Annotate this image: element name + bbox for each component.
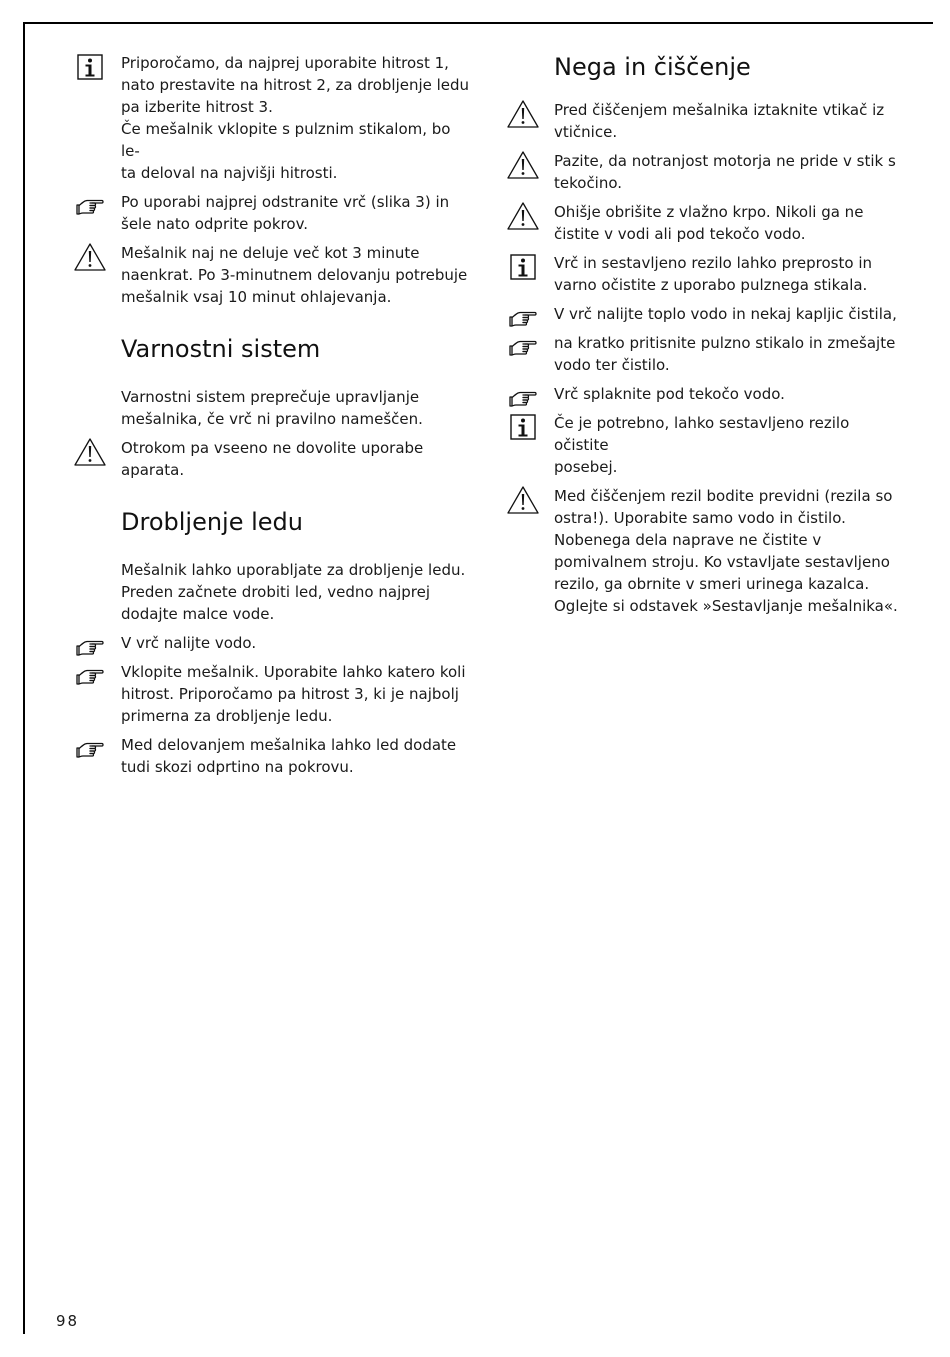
item-text xyxy=(554,412,907,478)
text-line: šele nato odprite pokrov. xyxy=(121,215,309,233)
item-text xyxy=(554,303,907,325)
text-line: Po uporabi najprej odstranite vrč (slika 3) in xyxy=(121,193,450,211)
text-line: posebej. xyxy=(554,458,618,476)
list-item xyxy=(507,201,907,245)
hand-pointer-icon xyxy=(74,734,108,764)
list-item xyxy=(74,191,474,235)
list-item xyxy=(507,99,907,143)
text-line: nato prestavite na hitrost 2, za drobljenje ledu xyxy=(121,76,470,94)
item-text xyxy=(554,150,907,194)
text-line: Pazite, da notranjost motorja ne pride v stik s xyxy=(554,152,896,170)
item-text xyxy=(554,99,907,143)
text-line: Preden začnete drobiti led, vedno najprej xyxy=(121,583,430,601)
item-text xyxy=(121,661,474,727)
item-text xyxy=(121,632,474,654)
text-line: čistite v vodi ali pod tekočo vodo. xyxy=(554,225,806,243)
right-column xyxy=(507,52,907,624)
list-item xyxy=(507,485,907,617)
item-text xyxy=(554,201,907,245)
item-text xyxy=(121,52,474,184)
text-line: Oglejte si odstavek »Sestavljanje mešalnika«. xyxy=(554,597,898,615)
text-line: ostra!). Uporabite samo vodo in čistilo. xyxy=(554,509,846,527)
left-items-3 xyxy=(74,632,474,778)
page-number: 98 xyxy=(56,1312,80,1330)
list-item xyxy=(507,252,907,296)
list-item xyxy=(74,437,474,481)
text-line: naenkrat. Po 3-minutnem delovanju potrebuje xyxy=(121,266,468,284)
text-line: Vklopite mešalnik. Uporabite lahko katero koli xyxy=(121,663,466,681)
left-column xyxy=(74,52,474,785)
text-line: pomivalnem stroju. Ko vstavljate sestavljeno xyxy=(554,553,890,571)
list-item xyxy=(507,332,907,376)
item-text xyxy=(554,383,907,405)
info-icon xyxy=(507,412,541,442)
text-line: Med čiščenjem rezil bodite previdni (rezila so xyxy=(554,487,893,505)
hand-pointer-icon xyxy=(74,661,108,691)
list-item xyxy=(74,661,474,727)
left-items-1 xyxy=(74,52,474,308)
hand-pointer-icon xyxy=(507,332,541,362)
right-items xyxy=(507,99,907,617)
info-icon xyxy=(507,252,541,282)
item-text xyxy=(121,437,474,481)
list-item xyxy=(74,734,474,778)
page-frame-top-rule xyxy=(23,22,933,24)
info-icon xyxy=(74,52,108,82)
warning-icon xyxy=(507,485,541,515)
text-line: pa izberite hitrost 3. xyxy=(121,98,273,116)
text-line: Vrč in sestavljeno rezilo lahko preprosto in xyxy=(554,254,873,272)
heading-drobljenje-ledu: Drobljenje ledu xyxy=(121,508,303,536)
text-line: mešalnik vsaj 10 minut ohlajevanja. xyxy=(121,288,392,306)
item-text xyxy=(121,191,474,235)
text-line: vtičnice. xyxy=(554,123,618,141)
text-line: V vrč nalijte toplo vodo in nekaj kapljic čistila, xyxy=(554,305,897,323)
item-text xyxy=(554,252,907,296)
text-line: ta deloval na najvišji hitrosti. xyxy=(121,164,338,182)
list-item xyxy=(74,242,474,308)
list-item xyxy=(507,303,907,325)
text-line: Med delovanjem mešalnika lahko led dodate xyxy=(121,736,457,754)
drobljenje-intro xyxy=(74,559,474,625)
hand-pointer-icon xyxy=(74,191,108,221)
item-text xyxy=(121,242,474,308)
text-line: Otrokom pa vseeno ne dovolite uporabe xyxy=(121,439,424,457)
item-text xyxy=(554,485,907,617)
text-line: dodajte malce vode. xyxy=(121,605,275,623)
text-line: tudi skozi odprtino na pokrovu. xyxy=(121,758,354,776)
text-line: na kratko pritisnite pulzno stikalo in zmešajte xyxy=(554,334,896,352)
list-item xyxy=(507,412,907,478)
text-line: rezilo, ga obrnite v smeri urinega kazalca. xyxy=(554,575,870,593)
heading-nega-in-ciscenje: Nega in čiščenje xyxy=(554,53,751,81)
list-item xyxy=(74,52,474,184)
warning-icon xyxy=(507,99,541,129)
list-item xyxy=(74,632,474,654)
text-line: vodo ter čistilo. xyxy=(554,356,670,374)
warning-icon xyxy=(507,150,541,180)
heading-varnostni-sistem: Varnostni sistem xyxy=(121,335,321,363)
text-line: Če mešalnik vklopite s pulznim stikalom, bo le- xyxy=(121,120,451,160)
text-line: hitrost. Priporočamo pa hitrost 3, ki je najbolj xyxy=(121,685,459,703)
warning-icon xyxy=(74,242,108,272)
text-line: Nobenega dela naprave ne čistite v xyxy=(554,531,822,549)
item-text xyxy=(121,734,474,778)
text-line: varno očistite z uporabo pulznega stikala. xyxy=(554,276,868,294)
text-line: aparata. xyxy=(121,461,185,479)
text-line: Varnostni sistem preprečuje upravljanje xyxy=(121,388,420,406)
text-line: Priporočamo, da najprej uporabite hitrost 1, xyxy=(121,54,449,72)
text-line: primerna za drobljenje ledu. xyxy=(121,707,333,725)
item-text xyxy=(554,332,907,376)
text-line: Mešalnik lahko uporabljate za drobljenje ledu. xyxy=(121,561,466,579)
page-frame-left-rule xyxy=(23,22,25,1334)
text-line: tekočino. xyxy=(554,174,623,192)
list-item xyxy=(507,383,907,405)
warning-icon xyxy=(74,437,108,467)
warning-icon xyxy=(507,201,541,231)
left-items-2 xyxy=(74,437,474,481)
text-line: Pred čiščenjem mešalnika iztaknite vtikač iz xyxy=(554,101,885,119)
text-line: mešalnika, če vrč ni pravilno nameščen. xyxy=(121,410,423,428)
text-line: V vrč nalijte vodo. xyxy=(121,634,257,652)
text-line: Ohišje obrišite z vlažno krpo. Nikoli ga ne xyxy=(554,203,864,221)
hand-pointer-icon xyxy=(507,303,541,333)
text-line: Vrč splaknite pod tekočo vodo. xyxy=(554,385,785,403)
list-item xyxy=(507,150,907,194)
hand-pointer-icon xyxy=(507,383,541,413)
varnostni-intro xyxy=(74,386,474,430)
text-line: Če je potrebno, lahko sestavljeno rezilo očistite xyxy=(554,414,850,454)
hand-pointer-icon xyxy=(74,632,108,662)
text-line: Mešalnik naj ne deluje več kot 3 minute xyxy=(121,244,420,262)
